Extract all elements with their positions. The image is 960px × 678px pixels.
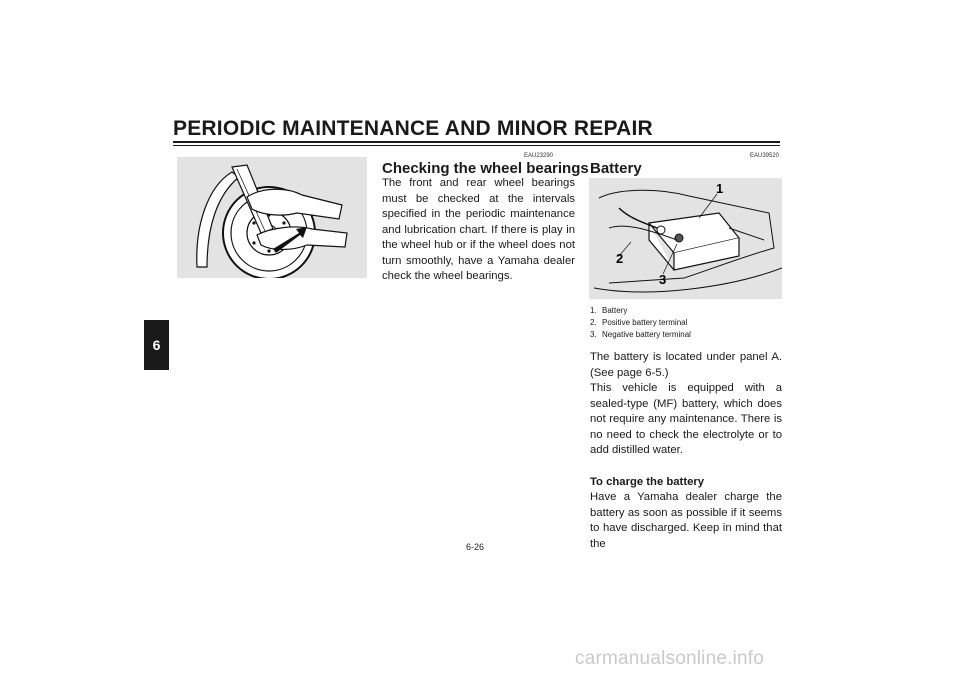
watermark-text: carmanualsonline.info xyxy=(575,648,765,669)
page-header-title: PERIODIC MAINTENANCE AND MINOR REPAIR xyxy=(173,117,653,140)
header-rule-thin xyxy=(173,145,780,146)
battery-figure-legend xyxy=(590,305,691,341)
battery-charge-paragraph xyxy=(590,475,782,553)
callout-2: 2 xyxy=(616,251,624,266)
charge-text: Have a Yamaha dealer charge the battery as soon as possible if it seems to have discharged. Keep in mind that the xyxy=(590,491,782,550)
legend-item: 2. Positive battery terminal xyxy=(590,318,688,327)
battery-illustration xyxy=(589,178,782,299)
battery-type-paragraph: This vehicle is equipped with a sealed-type (MF) battery, which does not require any maintenance. There is no need to check the electrolyte or to add distilled water. xyxy=(590,382,782,456)
legend-item: 1. Battery xyxy=(590,306,628,315)
section-title-battery: Battery xyxy=(590,160,642,177)
header-rule xyxy=(173,141,780,143)
wheel-bearings-body: The front and rear wheel bearings must be checked at the intervals specified in the periodic maintenance and lubrication chart. If there is play in the wheel hub or if the wheel does not turn smoothly, have a Yamaha dealer check the wheel bearings. xyxy=(382,177,575,282)
page-number: 6-26 xyxy=(466,542,485,552)
wheel-bearing-illustration xyxy=(177,157,367,278)
callout-3: 3 xyxy=(659,272,667,287)
section-code: EAU23290 xyxy=(524,153,554,159)
chapter-tab: 6 xyxy=(144,320,169,370)
legend-item: 3. Negative battery terminal xyxy=(590,330,691,339)
section-title-wheel-bearings: Checking the wheel bearings xyxy=(382,160,589,177)
battery-body xyxy=(590,350,782,552)
section-code-battery: EAU39520 xyxy=(750,153,780,159)
callout-1: 1 xyxy=(716,181,724,196)
charge-subheading: To charge the battery xyxy=(590,475,705,488)
battery-location-paragraph: The battery is located under panel A. (See page 6-5.) xyxy=(590,351,782,379)
